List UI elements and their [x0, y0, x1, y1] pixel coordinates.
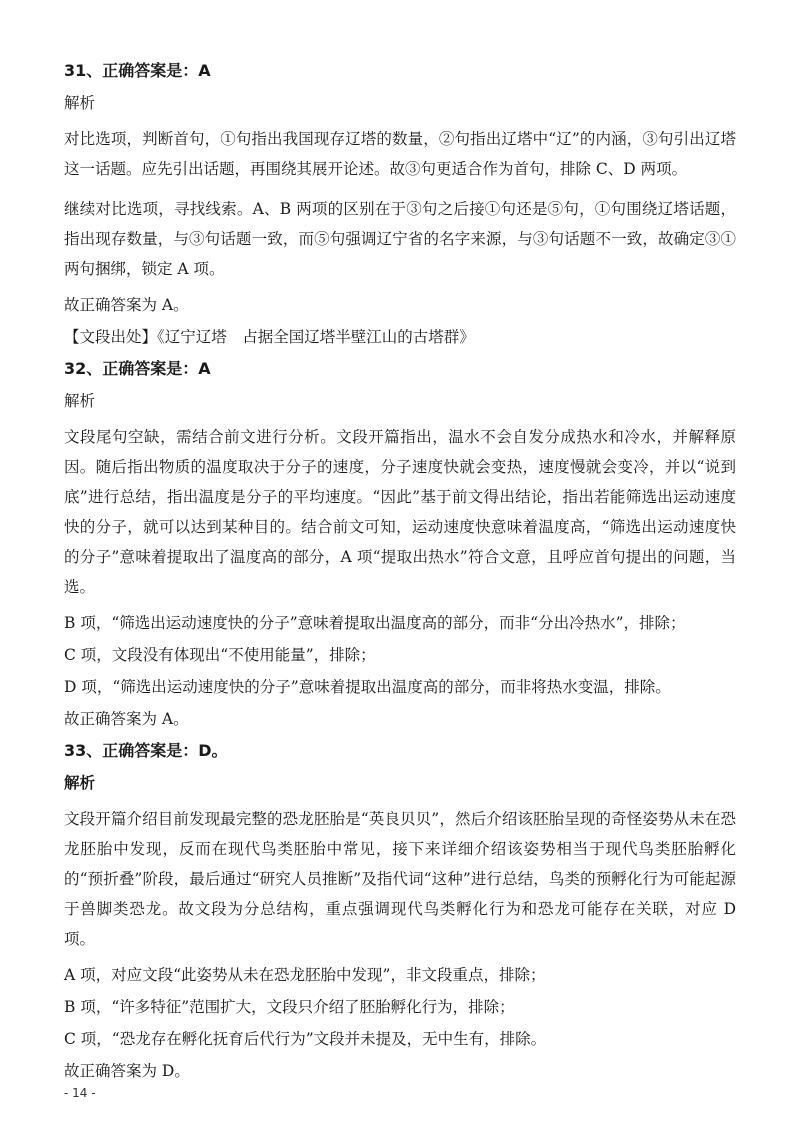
- option-c-analysis: C 项，文段没有体现出“不使用能量”，排除；: [64, 646, 376, 664]
- option-a-analysis: A 项，对应文段“此姿势从未在恐龙胚胎中发现”，非文段重点，排除；: [64, 966, 546, 984]
- option-b-analysis: B 项，“筛选出运动速度快的分子”意味着提取出温度高的部分，而非“分出冷热水”，排除；: [64, 614, 686, 632]
- option-d-analysis: D 项，“筛选出运动速度快的分子”意味着提取出温度高的部分，而非将热水变温，排除。: [64, 678, 671, 696]
- conclusion: 故正确答案为 A。: [64, 296, 189, 314]
- analysis-label: 解析: [64, 392, 96, 410]
- analysis-label: 解析: [64, 774, 96, 792]
- analysis-paragraph: 继续对比选项，寻找线索。A、B 两项的区别在于③句之后接①句还是⑤句，①句围绕辽塔话题，指出现存数量，与③句话题一致，而⑤句强调辽宁省的名字来源，与③句话题不一致，故确定③①两句捆绑，锁定 A 项。: [64, 200, 736, 278]
- answer-heading: 32、正确答案是：A: [64, 359, 211, 378]
- conclusion: 故正确答案为 A。: [64, 710, 189, 728]
- question-31: [64, 60, 736, 348]
- option-c-analysis: C 项，“恐龙存在孵化抚育后代行为”文段并未提及，无中生有，排除。: [64, 1030, 547, 1048]
- answer-heading: 33、正确答案是：D。: [64, 741, 228, 760]
- option-b-analysis: B 项，“许多特征”范围扩大，文段只介绍了胚胎孵化行为，排除；: [64, 998, 515, 1016]
- question-32: [64, 358, 736, 730]
- analysis-paragraph: 文段尾句空缺，需结合前文进行分析。文段开篇指出，温水不会自发分成热水和冷水，并解释原因。随后指出物质的温度取决于分子的速度，分子速度快就会变热，速度慢就会变冷，并以“说到底”进行总结，指出温度是分子的平均速度。“因此”基于前文得出结论，指出若能筛选出运动速度快的分子，就可以达到某种目的。结合前文可知，运动速度快意味着温度高，“筛选出运动速度快的分子”意味着提取出了温度高的部分，A 项“提取出热水”符合文意，且呼应首句提出的问题，当选。: [64, 428, 736, 596]
- conclusion: 故正确答案为 D。: [64, 1062, 190, 1080]
- analysis-paragraph: 文段开篇介绍目前发现最完整的恐龙胚胎是“英良贝贝”，然后介绍该胚胎呈现的奇怪姿势从未在恐龙胚胎中发现，反而在现代鸟类胚胎中常见，接下来详细介绍该姿势相当于现代鸟类胚胎孵化的“预折叠”阶段，最后通过“研究人员推断”及指代词“这种”进行总结，鸟类的预孵化行为可能起源于兽脚类恐龙。故文段为分总结构，重点强调现代鸟类孵化行为和恐龙可能存在关联，对应 D 项。: [64, 810, 736, 948]
- analysis-label: 解析: [64, 94, 96, 112]
- page-number: - 14 -: [64, 1086, 96, 1100]
- analysis-paragraph: 对比选项，判断首句，①句指出我国现存辽塔的数量，②句指出辽塔中“辽”的内涵，③句引出辽塔这一话题。应先引出话题，再围绕其展开论述。故③句更适合作为首句，排除 C、D 两项。: [64, 130, 736, 178]
- source-citation: 【文段出处】《辽宁辽塔 占据全国辽塔半壁江山的古塔群》: [64, 328, 475, 346]
- answer-heading: 31、正确答案是：A: [64, 61, 211, 80]
- question-33: [64, 740, 736, 1082]
